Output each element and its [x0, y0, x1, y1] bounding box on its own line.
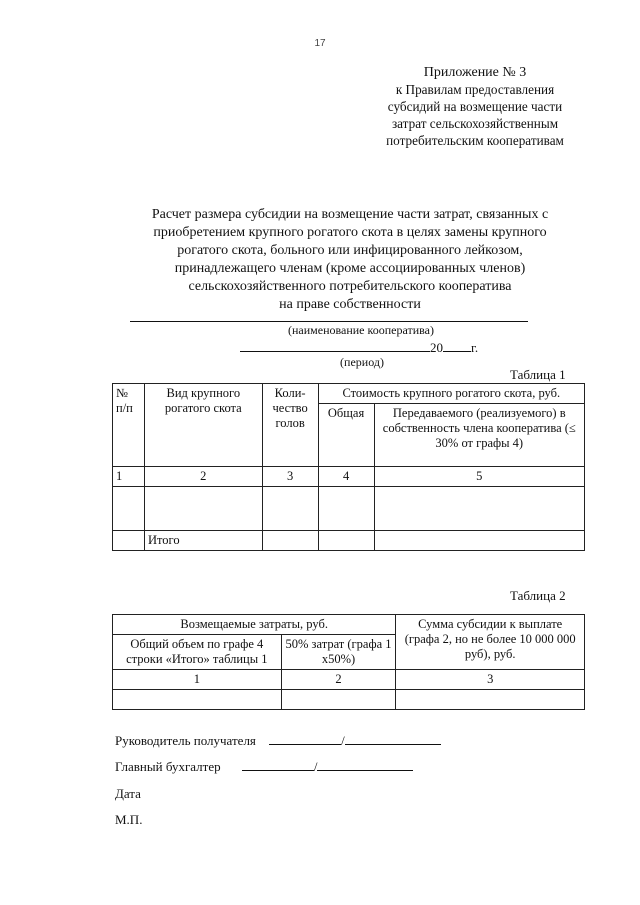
- name-blank[interactable]: [317, 759, 413, 771]
- coop-name-caption: (наименование кооператива): [288, 323, 434, 337]
- total-label: Итого: [144, 531, 262, 551]
- col-cost-header: Стоимость крупного рогатого скота, руб.: [318, 384, 584, 404]
- title-line: приобретением крупного рогатого скота в целях замены крупного: [153, 225, 547, 240]
- table-1: [112, 383, 585, 551]
- column-number: 3: [396, 670, 585, 690]
- table1-label: Таблица 1: [510, 367, 566, 382]
- column-number: 1: [113, 467, 145, 487]
- column-number-row: [113, 467, 585, 487]
- table-cell[interactable]: [396, 690, 585, 710]
- table-cell[interactable]: [374, 487, 584, 531]
- total-row: [113, 531, 585, 551]
- col-type-header: Вид крупного рогатого скота: [144, 384, 262, 467]
- coop-name-line[interactable]: [130, 321, 528, 322]
- table-cell[interactable]: [281, 690, 396, 710]
- column-number: 2: [144, 467, 262, 487]
- appendix-heading: Приложение № 3: [423, 65, 527, 80]
- appendix-line: к Правилам предоставления: [395, 82, 555, 97]
- col-fifty-percent-header: 50% затрат (графа 1 х50%): [281, 635, 396, 670]
- signature-accountant-row: [115, 759, 413, 775]
- column-number: 2: [281, 670, 396, 690]
- table-cell[interactable]: [374, 531, 584, 551]
- table-row: [113, 690, 585, 710]
- title-line: сельскохозяйственного потребительского кооператива: [188, 279, 512, 294]
- col-number-header: № п/п: [113, 384, 145, 467]
- name-blank[interactable]: [345, 733, 441, 745]
- appendix-header: [330, 64, 620, 149]
- document-title: [60, 206, 640, 314]
- appendix-line: субсидий на возмещение части: [387, 99, 563, 114]
- period-caption: (период): [340, 355, 384, 369]
- table-2: [112, 614, 585, 710]
- title-line: принадлежащего членам (кроме ассоциированных членов): [174, 261, 526, 276]
- table-header-row: [113, 384, 585, 404]
- period-year-blank[interactable]: [443, 340, 471, 352]
- table-cell[interactable]: [113, 690, 282, 710]
- column-number: 1: [113, 670, 282, 690]
- title-line: Расчет размера субсидии на возмещение части затрат, связанных с: [151, 207, 549, 222]
- table-header-row: [113, 615, 585, 635]
- appendix-line: потребительским кооперативам: [386, 133, 564, 148]
- table-cell[interactable]: [318, 531, 374, 551]
- col-transfer-header: Передаваемого (реализуемого) в собственность члена кооператива (≤ 30% от графы 4): [374, 404, 584, 467]
- title-line: рогатого скота, больного или инфицированного лейкозом,: [177, 243, 523, 258]
- signature-head-label: Руководитель получателя: [115, 733, 256, 748]
- table-cell[interactable]: [262, 487, 318, 531]
- signature-blank[interactable]: [242, 759, 314, 771]
- table-row: [113, 487, 585, 531]
- page-number: 17: [314, 38, 326, 49]
- period-blank[interactable]: [240, 340, 430, 352]
- col-costs-header: Возмещаемые затраты, руб.: [113, 615, 396, 635]
- table2-label: Таблица 2: [510, 588, 566, 603]
- signature-accountant-label: Главный бухгалтер: [115, 759, 221, 774]
- table-cell[interactable]: [144, 487, 262, 531]
- stamp-label: М.П.: [115, 812, 143, 827]
- table-cell[interactable]: [113, 487, 145, 531]
- signature-head-row: [115, 733, 441, 749]
- column-number: 4: [318, 467, 374, 487]
- col-total-header: Общая: [318, 404, 374, 467]
- col-subsidy-sum-header: Сумма субсидии к выплате (графа 2, но не более 10 000 000 руб), руб.: [396, 615, 585, 670]
- signature-blank[interactable]: [269, 733, 341, 745]
- signature-slash: /: [313, 759, 318, 774]
- period-row: [240, 340, 478, 356]
- column-number-row: [113, 670, 585, 690]
- table-cell[interactable]: [113, 531, 145, 551]
- appendix-line: затрат сельскохозяйственным: [391, 116, 559, 131]
- period-year-prefix: 20: [430, 340, 443, 355]
- column-number: 3: [262, 467, 318, 487]
- table-cell[interactable]: [318, 487, 374, 531]
- col-quantity-header: Коли-чество голов: [262, 384, 318, 467]
- date-label: Дата: [115, 786, 141, 801]
- col-volume-header: Общий объем по графе 4 строки «Итого» таблицы 1: [113, 635, 282, 670]
- table-cell[interactable]: [262, 531, 318, 551]
- period-suffix: г.: [471, 340, 479, 355]
- column-number: 5: [374, 467, 584, 487]
- signature-slash: /: [341, 733, 345, 748]
- title-line: на праве собственности: [279, 297, 421, 312]
